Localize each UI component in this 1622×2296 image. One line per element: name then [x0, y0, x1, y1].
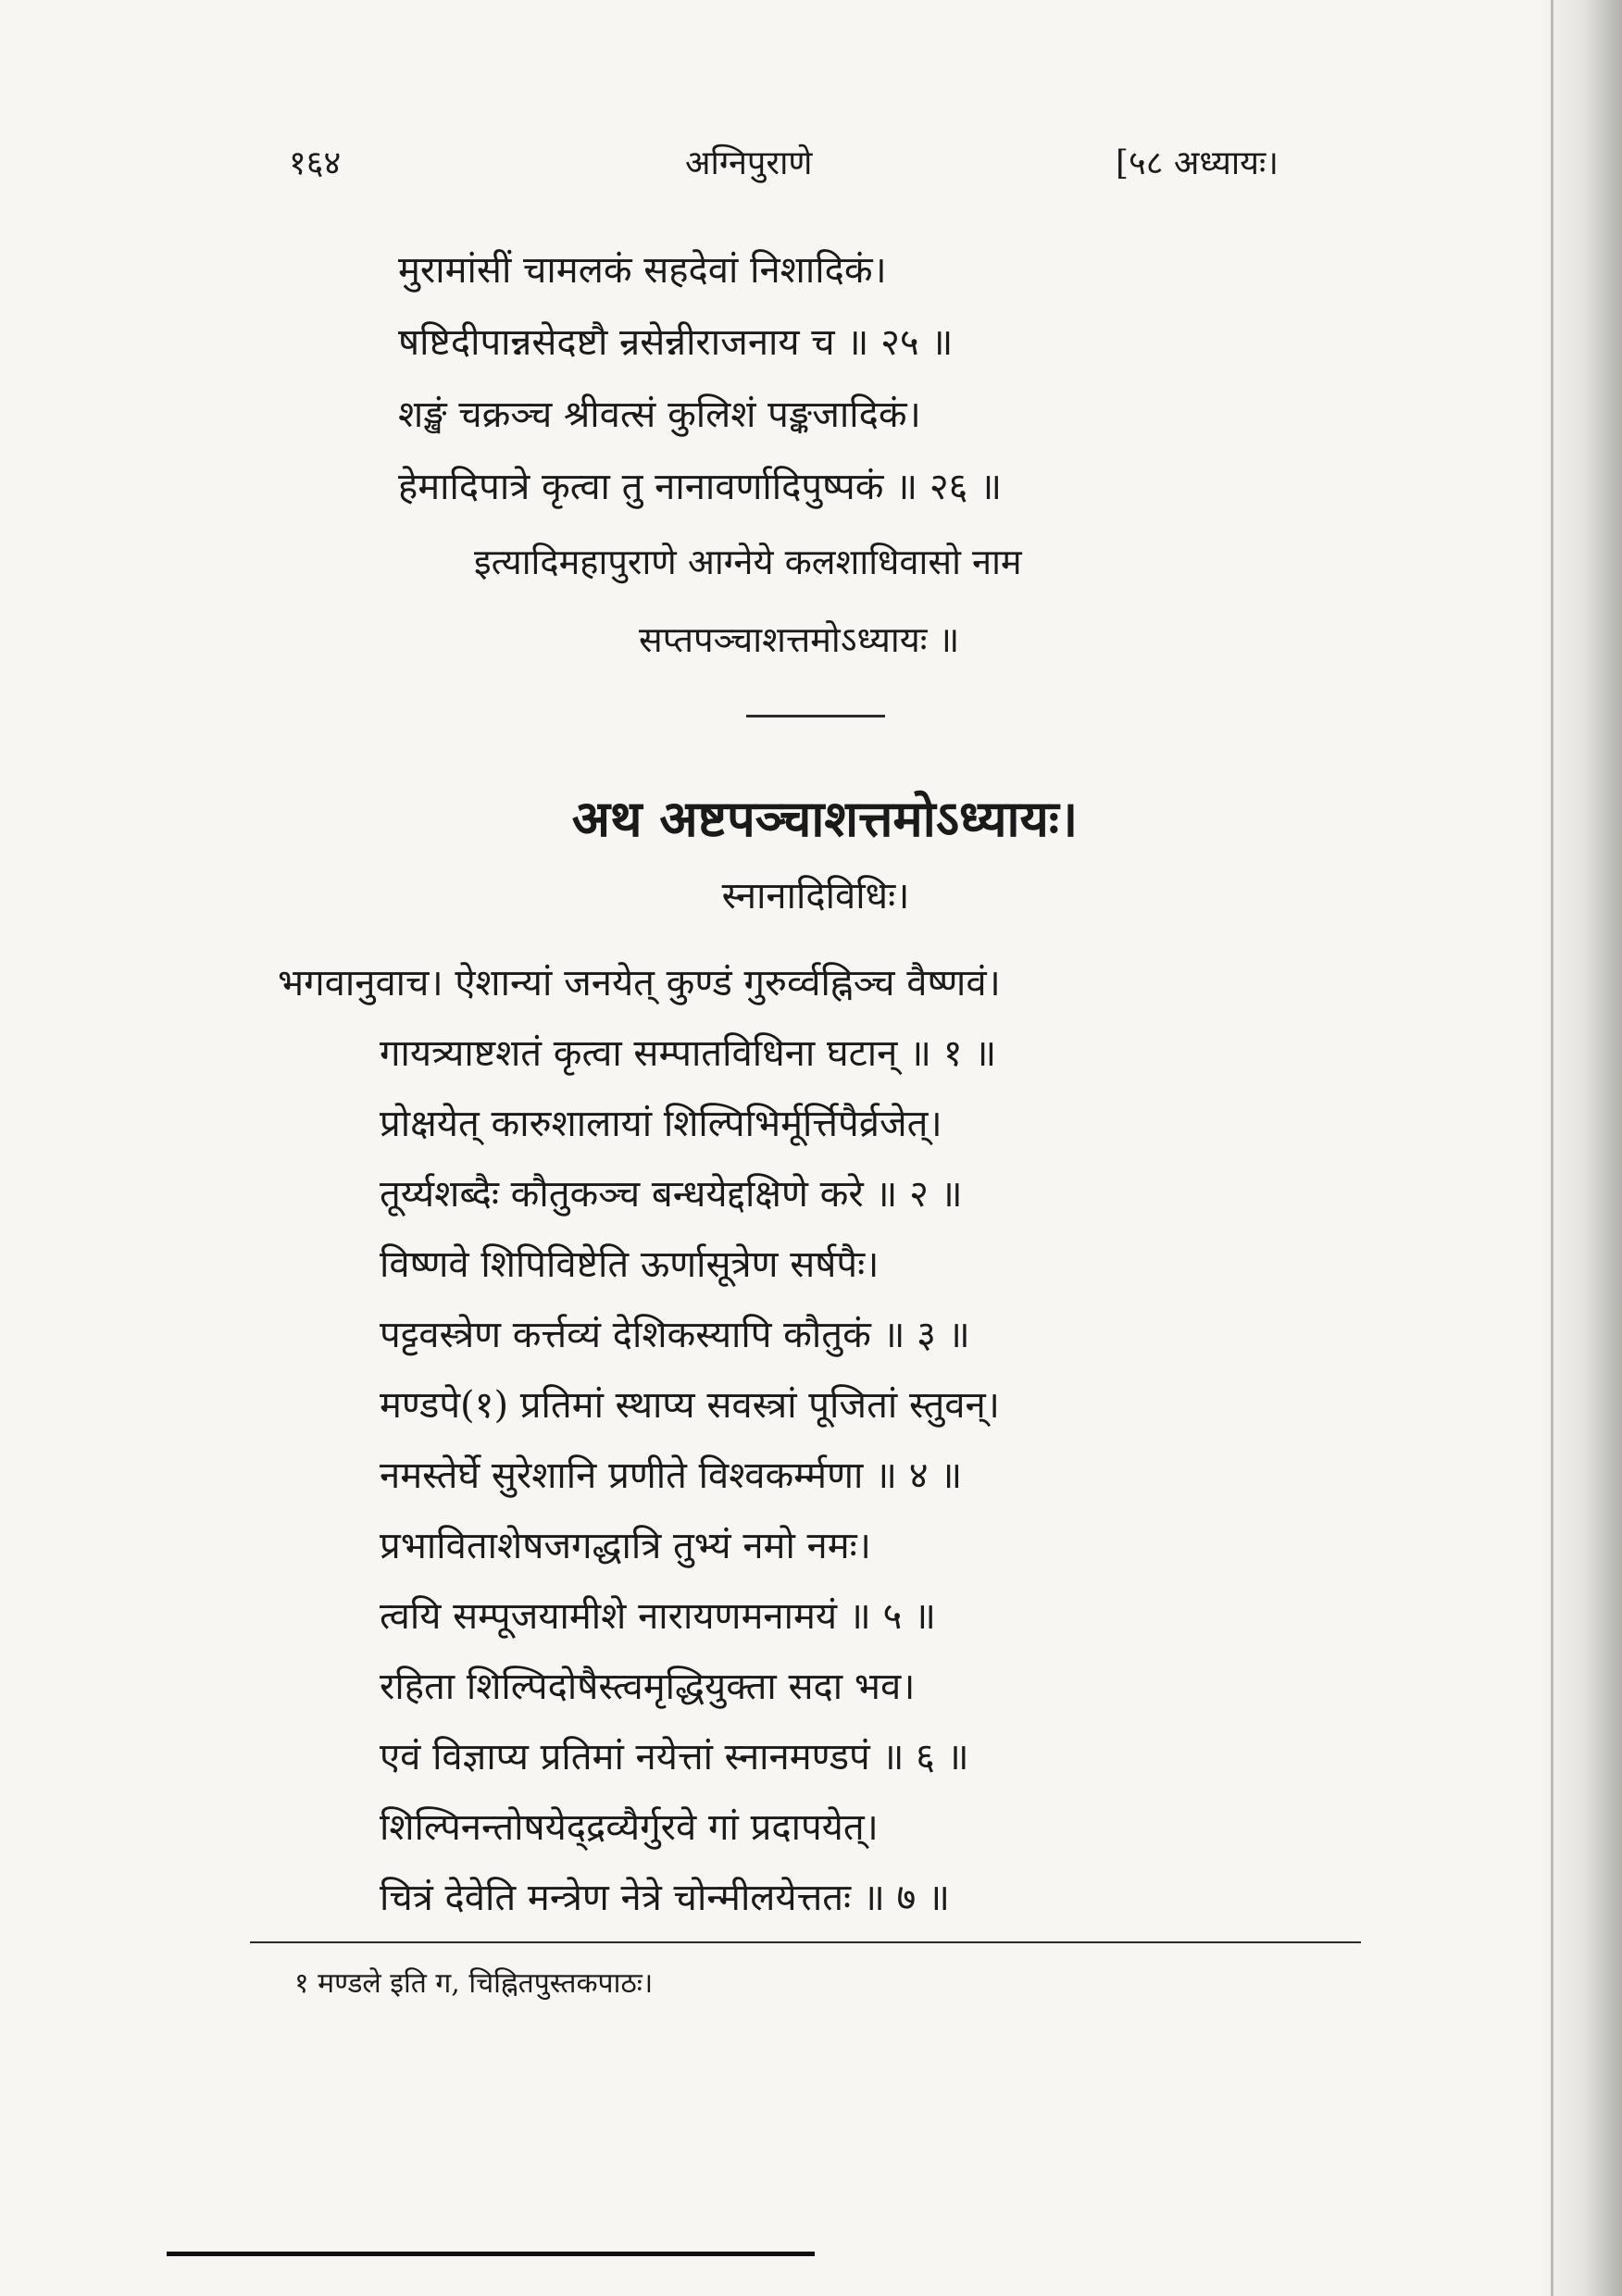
section-divider	[746, 715, 885, 718]
verse-line: चित्रं देवेति मन्त्रेण नेत्रे चोन्मीलयेत्ततः ॥ ७ ॥	[380, 1877, 951, 1919]
chapter-tag: [५८ अध्यायः।	[1116, 144, 1279, 182]
chapter-heading: अथ अष्टपञ्चाशत्तमोऽध्यायः।	[571, 789, 1079, 848]
chapter-subheading: स्नानादिविधिः।	[721, 875, 910, 917]
bottom-edge-mark	[167, 2252, 815, 2256]
verse-line: भगवानुवाच। ऐशान्यां जनयेत् कुण्डं गुरुर्व्वह्निञ्च वैष्णवं।	[278, 962, 1001, 1004]
colophon-line-2: सप्तपञ्चाशत्तमोऽध्यायः ॥	[639, 619, 960, 660]
page-header	[0, 139, 1622, 194]
footnote: १ मण्डले इति ग, चिह्नितपुस्तकपाठः।	[294, 1967, 654, 2000]
verse-line: शङ्खं चक्रञ्च श्रीवत्सं कुलिशं पङ्कजादिकं।	[398, 393, 921, 436]
verse-line: नमस्तेर्घे सुरेशानि प्रणीते विश्वकर्म्मणा ॥ ४ ॥	[380, 1454, 963, 1497]
verse-line: एवं विज्ञाप्य प्रतिमां नयेत्तां स्नानमण्डपं ॥ ६ ॥	[380, 1736, 969, 1778]
colophon-line-1: इत्यादिमहापुराणे आग्नेये कलशाधिवासो नाम	[474, 542, 1022, 582]
verse-line: मण्डपे(१) प्रतिमां स्थाप्य सवस्त्रां पूजितां स्तुवन्।	[380, 1384, 1000, 1427]
verse-line: तूर्य्यशब्दैः कौतुकञ्च बन्धयेद्दक्षिणे करे ॥ २ ॥	[380, 1173, 963, 1216]
verse-line: प्रभाविताशेषजगद्धात्रि तुभ्यं नमो नमः।	[380, 1525, 871, 1567]
verse-line: शिल्पिनन्तोषयेद्द्रव्यैर्गुरवे गां प्रदापयेत्।	[380, 1806, 879, 1849]
verse-line: षष्टिदीपान्नसेदष्टौ न्रसेन्नीराजनाय च ॥ २५ ॥	[398, 321, 954, 364]
verse-line: रहिता शिल्पिदोषैस्त्वमृद्धियुक्ता सदा भव।	[380, 1666, 916, 1708]
footnote-divider	[250, 1941, 1361, 1943]
verse-line: प्रोक्षयेत् कारुशालायां शिल्पिभिर्मूर्त्तिपैर्व्रजेत्।	[380, 1103, 942, 1145]
binding-line	[1551, 0, 1553, 2296]
verse-line: त्वयि सम्पूजयामीशे नारायणमनामयं ॥ ५ ॥	[380, 1595, 936, 1638]
page-number: १६४	[289, 144, 342, 182]
verse-line: मुरामांसीं चामलकं सहदेवां निशादिकं।	[398, 249, 887, 292]
running-title: अग्निपुराणे	[685, 144, 813, 182]
verse-line: गायत्र्याष्टशतं कृत्वा सम्पातविधिना घटान् ॥ १ ॥	[380, 1032, 997, 1075]
verse-line: पट्टवस्त्रेण कर्त्तव्यं देशिकस्यापि कौतुकं ॥ ३ ॥	[380, 1314, 970, 1356]
verse-line: विष्णवे शिपिविष्टेति ऊर्णासूत्रेण सर्षपैः।	[380, 1243, 880, 1286]
verse-line: हेमादिपात्रे कृत्वा तु नानावर्णादिपुष्पकं ॥ २६ ॥	[398, 466, 1003, 508]
